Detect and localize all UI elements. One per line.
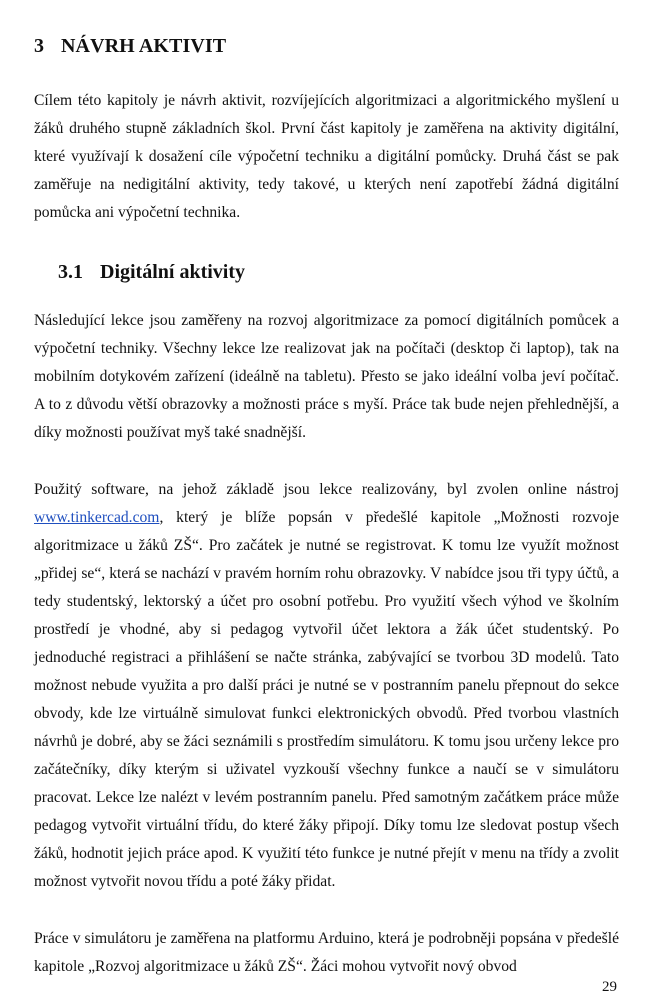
- paragraph-digital-lessons: Následující lekce jsou zaměřeny na rozvoj algoritmizace za pomocí digitálních pomůcek a výpočetní techniky. Všechny lekce lze realizovat jak na počítači (desktop či laptop), tak na mobilním dotykovém zařízení (ideálně na tabletu). Přesto se jako ideální volba jeví počítač. A to z důvodu větší obrazovky a možnosti práce s myší. Práce tak bude nejen přehlednější, a díky možnosti používat myš také snadnější.: [34, 312, 619, 441]
- paragraph-simulator: Práce v simulátoru je zaměřena na platformu Arduino, která je podrobněji popsána v předešlé kapitole „Rozvoj algoritmizace u žáků ZŠ“. Žáci mohou vytvořit nový obvod: [34, 930, 619, 975]
- spacer: [34, 896, 619, 925]
- spacer: [34, 227, 619, 260]
- paragraph-software: [34, 476, 619, 896]
- page-content: [34, 34, 619, 981]
- paragraph-software-body: , který je blíže popsán v předešlé kapitole „Možnosti rozvoje algoritmizace u žáků ZŠ“. Pro začátek je nutné se registrovat. K tomu lze využít možnost „přidej se“, která se nachází v pravém horním rohu obrazovky. V nabídce jsou tři typy účtů, a tedy studentský, lektorský a účet pro osobní potřebu. Pro využití všech výhod ve školním prostředí je vhodné, aby si pedagog vytvořil účet lektora a žák účet studentský. Po jednoduché registraci a přihlášení se načte stránka, zabývající se tvorbou 3D modelů. Tato možnost nebude využita a pro další práci je nutné se v postranním panelu přepnout do sekce obvody, kde lze virtuálně simulovat funkci elektronických obvodů. Před tvorbou vlastních návrhů je dobré, aby se žáci seznámili s prostředím simulátoru. K tomu jsou určeny lekce pro začátečníky, díky kterým si uživatel vyzkouší všechny funkce a naučí se v simulátoru pracovat. Lekce lze nalézt v levém postranním panelu. Před samotným začátkem práce může pedagog vytvořit virtuální třídu, do které žáky připojí. Díky tomu lze sledovat postup všech žáků, hodnotit jejich práce apod. K využití této funkce je nutné přejít v menu na třídy a zvolit možnost vytvořit novou třídu a poté žáky přidat.: [34, 509, 619, 890]
- tinkercad-link[interactable]: www.tinkercad.com: [34, 509, 160, 526]
- spacer: [34, 285, 619, 307]
- intro-paragraph: Cílem této kapitoly je návrh aktivit, rozvíjejících algoritmizaci a algoritmického myšlení u žáků druhého stupně základních škol. První část kapitoly je zaměřena na aktivity digitální, které využívají k dosažení cíle výpočetní techniku a digitální pomůcky. Druhá část se pak zaměřuje na nedigitální aktivity, tedy takové, u kterých není zapotřebí žádná digitální pomůcka ani výpočetní technika.: [34, 92, 619, 221]
- paragraph-software-intro: Použitý software, na jehož základě jsou lekce realizovány, byl zvolen online nástroj: [34, 481, 619, 498]
- chapter-title: NÁVRH AKTIVIT: [61, 35, 227, 57]
- chapter-heading: [34, 34, 619, 59]
- section-heading: [34, 260, 619, 285]
- spacer: [34, 59, 619, 87]
- section-title: Digitální aktivity: [100, 261, 246, 283]
- section-number: 3.1: [58, 261, 83, 283]
- chapter-number: 3: [34, 35, 45, 57]
- page-number: 29: [602, 979, 617, 995]
- spacer: [34, 447, 619, 476]
